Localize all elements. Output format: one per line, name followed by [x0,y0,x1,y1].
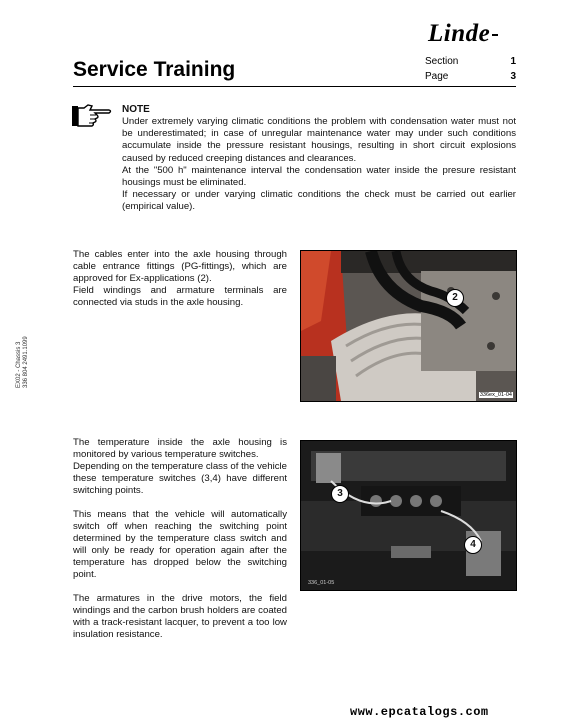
note-paragraph: If necessary or under varying climatic conditions the check must be carried out earlier (empirical value). [122,189,516,213]
note-paragraph: At the "500 h" maintenance interval the condensation water inside the presure resistant housings must be eliminated. [122,164,516,189]
callout-4: 4 [464,536,482,554]
header-divider [73,86,516,87]
section-value: 1 [510,56,516,67]
linde-logo: Linde [428,20,498,48]
cable-entry-text [73,249,287,309]
page-value: 3 [510,71,516,82]
callout-3: 3 [331,485,349,503]
paragraph: The armatures in the drive motors, the field windings and the carbon brush holders are coated with a track-resistant lacquer, to prevent a too low insulation resistance. [73,593,287,640]
page-title: Service Training [73,58,236,81]
temperature-switch-text [73,437,287,641]
temperature-switches-photo [300,440,517,591]
image-code: 336_01-05 [308,580,335,586]
image-code: 336ex_01-04 [479,392,512,398]
section-label: Section [425,56,459,67]
pointing-hand-icon [71,103,113,129]
note-title: NOTE [122,104,150,115]
side-code-line: 336 804 2491.1099 [23,336,29,388]
page-label: Page [425,71,449,82]
axle-housing-cable-photo [300,250,517,402]
footer-url[interactable]: www.epcatalogs.com [350,705,489,719]
note-body [122,116,516,214]
paragraph: Field windings and armature terminals are connected via studs in the axle housing. [73,285,287,308]
document-reference-code [16,336,30,388]
paragraph: Depending on the temperature class of the vehicle these temperature switches (3,4) have different switching points. [73,461,287,496]
paragraph: The temperature inside the axle housing is monitored by various temperature switches. [73,437,287,460]
side-code-line: EX02 - Chassis 3 [16,341,22,388]
note-paragraph: Under extremely varying climatic conditions the problem with condensation water must not be underestimated; in case of unregular maintenance water may under such conditions accumulate inside the pressure resistant housings, resulting in short circuit explosions caused by reduced creeping distances and clearances. [122,116,516,164]
paragraph: This means that the vehicle will automatically switch off when reaching the switching point determined by the temperature class switch and will only be ready for operation again after the temperature has dropped below the switching point. [73,509,287,580]
callout-2: 2 [446,289,464,307]
paragraph: The cables enter into the axle housing through cable entrance fittings (PG-fittings), which are approved for Ex-applications (2). [73,249,287,284]
